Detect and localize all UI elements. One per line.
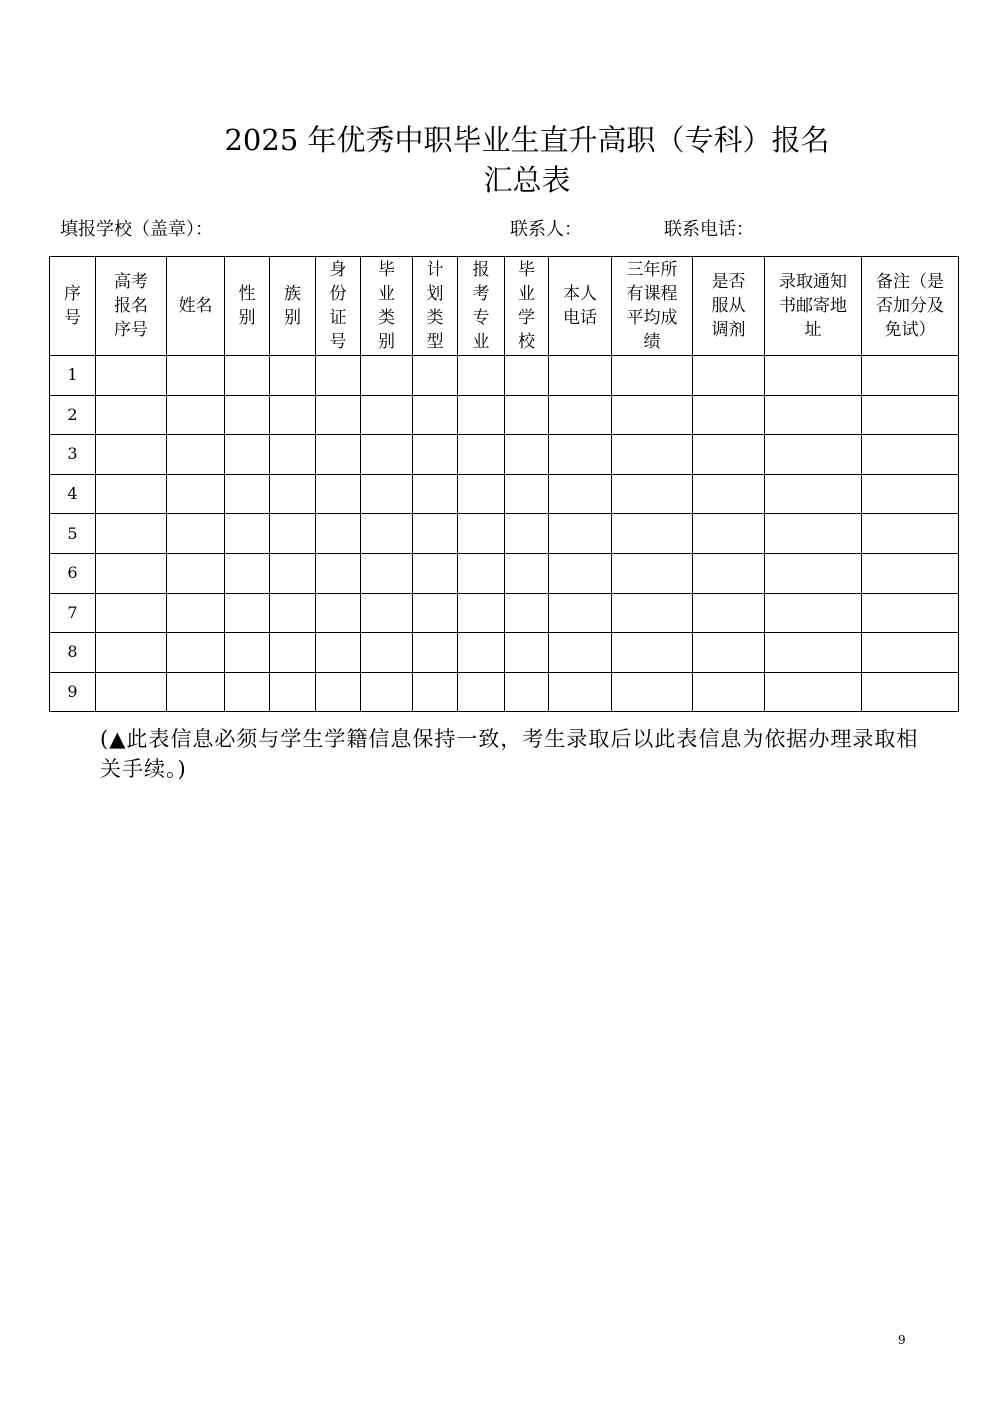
table-cell (765, 672, 862, 712)
table-cell (862, 514, 959, 554)
column-header: 录取通知 书邮寄地 址 (765, 257, 862, 356)
document-title (0, 120, 1006, 200)
row-number: 1 (50, 356, 96, 396)
table-cell (612, 593, 693, 633)
table-cell (549, 356, 612, 396)
table-cell (413, 672, 458, 712)
table-cell (361, 514, 413, 554)
column-header: 性 别 (225, 257, 270, 356)
table-cell (167, 672, 225, 712)
table-cell (505, 553, 549, 593)
table-cell (549, 593, 612, 633)
footnote: (▲此表信息必须与学生学籍信息保持一致，考生录取后以此表信息为依据办理录取相关手续。) (100, 727, 919, 781)
table-cell (765, 514, 862, 554)
row-number: 9 (50, 672, 96, 712)
row-number: 3 (50, 435, 96, 475)
table-cell (862, 435, 959, 475)
table-cell (612, 672, 693, 712)
table-cell (361, 474, 413, 514)
table-row (50, 672, 959, 712)
table-cell (361, 553, 413, 593)
column-header: 三年所 有课程 平均成 绩 (612, 257, 693, 356)
column-header: 备注（是 否加分及 免试） (862, 257, 959, 356)
table-cell (413, 356, 458, 396)
column-header: 高考 报名 序号 (96, 257, 167, 356)
table-cell (270, 514, 316, 554)
table-cell (458, 435, 505, 475)
contact-label: 联系人： (510, 219, 582, 240)
table-cell (458, 356, 505, 396)
table-cell (225, 593, 270, 633)
table-cell (270, 553, 316, 593)
table-cell (458, 672, 505, 712)
table-row (50, 435, 959, 475)
table-cell (316, 356, 361, 396)
table-cell (862, 356, 959, 396)
table-cell (167, 553, 225, 593)
table-cell (270, 435, 316, 475)
table-cell (505, 593, 549, 633)
table-cell (612, 356, 693, 396)
table-cell (361, 633, 413, 673)
row-number: 5 (50, 514, 96, 554)
header-row (50, 257, 959, 356)
table-cell (413, 514, 458, 554)
table-cell (612, 395, 693, 435)
table-cell (167, 593, 225, 633)
table-cell (316, 474, 361, 514)
page-number: 9 (898, 1333, 906, 1347)
table-cell (316, 435, 361, 475)
registration-table (49, 256, 959, 712)
row-number: 4 (50, 474, 96, 514)
table-cell (270, 395, 316, 435)
table-cell (96, 435, 167, 475)
column-header: 序 号 (50, 257, 96, 356)
table-cell (693, 672, 765, 712)
table-cell (225, 395, 270, 435)
table-cell (458, 395, 505, 435)
table-cell (505, 474, 549, 514)
table-cell (270, 474, 316, 514)
table-cell (458, 553, 505, 593)
table-cell (458, 514, 505, 554)
table-cell (693, 395, 765, 435)
table-cell (316, 395, 361, 435)
row-number: 2 (50, 395, 96, 435)
table-cell (693, 593, 765, 633)
row-number: 8 (50, 633, 96, 673)
table-cell (96, 593, 167, 633)
table-cell (316, 633, 361, 673)
table-cell (413, 553, 458, 593)
table-cell (549, 474, 612, 514)
table-cell (765, 356, 862, 396)
table-cell (361, 435, 413, 475)
table-cell (693, 553, 765, 593)
table-cell (693, 356, 765, 396)
table-cell (765, 474, 862, 514)
table-cell (693, 474, 765, 514)
column-header: 是否 服从 调剂 (693, 257, 765, 356)
table-cell (270, 633, 316, 673)
table-cell (693, 633, 765, 673)
table-cell (765, 593, 862, 633)
table-cell (612, 553, 693, 593)
table-cell (413, 435, 458, 475)
table-cell (862, 553, 959, 593)
table-cell (96, 514, 167, 554)
row-number: 7 (50, 593, 96, 633)
table-cell (505, 395, 549, 435)
table-cell (225, 633, 270, 673)
table-cell (505, 672, 549, 712)
table-cell (167, 633, 225, 673)
table-cell (96, 633, 167, 673)
table-cell (458, 593, 505, 633)
table-cell (413, 395, 458, 435)
table-cell (316, 514, 361, 554)
table-cell (316, 593, 361, 633)
table-row (50, 395, 959, 435)
table-row (50, 514, 959, 554)
table-cell (361, 593, 413, 633)
table-cell (361, 672, 413, 712)
table-cell (693, 435, 765, 475)
table-cell (225, 435, 270, 475)
table-cell (167, 356, 225, 396)
table-cell (612, 435, 693, 475)
table-cell (225, 474, 270, 514)
table-cell (505, 514, 549, 554)
table-cell (505, 435, 549, 475)
table-row (50, 553, 959, 593)
table-cell (505, 356, 549, 396)
table-cell (96, 672, 167, 712)
table-cell (549, 514, 612, 554)
column-header: 报 考 专 业 (458, 257, 505, 356)
table-cell (693, 514, 765, 554)
table-cell (96, 395, 167, 435)
table-cell (862, 672, 959, 712)
row-number: 6 (50, 553, 96, 593)
table-cell (361, 356, 413, 396)
column-header: 姓名 (167, 257, 225, 356)
table-cell (96, 553, 167, 593)
table-cell (549, 672, 612, 712)
table-cell (413, 633, 458, 673)
table-cell (225, 514, 270, 554)
column-header: 计 划 类 型 (413, 257, 458, 356)
table-cell (765, 633, 862, 673)
table-cell (458, 633, 505, 673)
table-cell (549, 395, 612, 435)
table-cell (225, 672, 270, 712)
table-cell (167, 514, 225, 554)
table-cell (225, 356, 270, 396)
table-cell (96, 356, 167, 396)
table-cell (765, 395, 862, 435)
table-cell (862, 474, 959, 514)
column-header: 毕 业 类 别 (361, 257, 413, 356)
table-cell (612, 514, 693, 554)
table-cell (316, 672, 361, 712)
column-header: 族 别 (270, 257, 316, 356)
table-row (50, 633, 959, 673)
table-cell (765, 435, 862, 475)
table-row (50, 356, 959, 396)
table-cell (612, 633, 693, 673)
table-cell (862, 593, 959, 633)
table-cell (270, 356, 316, 396)
table-cell (549, 435, 612, 475)
table-cell (413, 593, 458, 633)
phone-label: 联系电话： (664, 219, 754, 240)
table-row (50, 593, 959, 633)
table-cell (167, 435, 225, 475)
table-cell (361, 395, 413, 435)
column-header: 身 份 证 号 (316, 257, 361, 356)
column-header: 本人 电话 (549, 257, 612, 356)
table-cell (270, 593, 316, 633)
table-cell (96, 474, 167, 514)
table-cell (549, 633, 612, 673)
table-cell (413, 474, 458, 514)
column-header: 毕 业 学 校 (505, 257, 549, 356)
table-cell (270, 672, 316, 712)
table-cell (549, 553, 612, 593)
table-cell (862, 395, 959, 435)
table-row (50, 474, 959, 514)
school-label: 填报学校（盖章）： (60, 219, 213, 240)
table-cell (316, 553, 361, 593)
table-cell (458, 474, 505, 514)
table-cell (862, 633, 959, 673)
title-line-2: 汇总表 (483, 163, 571, 197)
table-cell (505, 633, 549, 673)
table-cell (765, 553, 862, 593)
title-line-1: 2025 年优秀中职毕业生直升高职（专科）报名 (224, 123, 830, 157)
table-cell (612, 474, 693, 514)
table-cell (167, 474, 225, 514)
table-cell (167, 395, 225, 435)
table-cell (225, 553, 270, 593)
